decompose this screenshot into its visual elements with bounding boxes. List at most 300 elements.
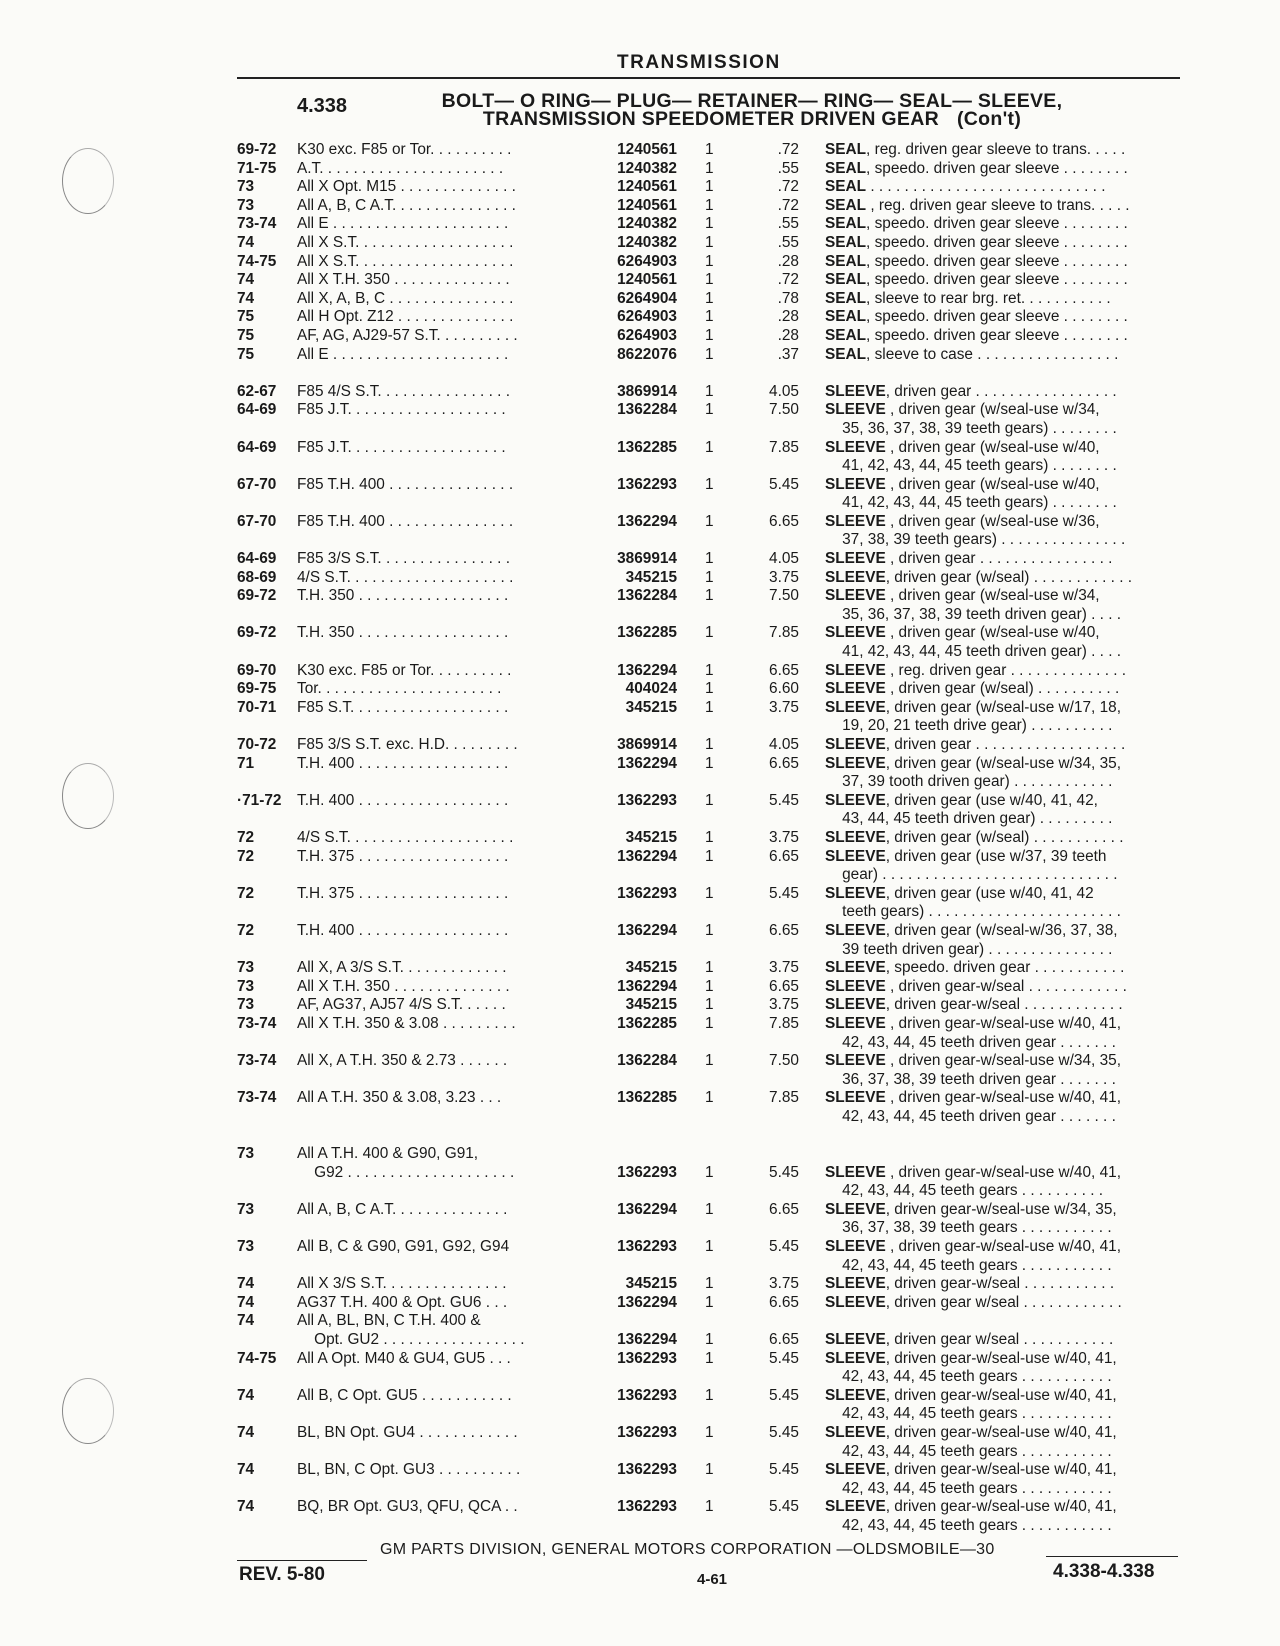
price-cell: [747, 643, 805, 662]
part-keyword: SLEEVE: [825, 1293, 886, 1311]
year-cell: [237, 1071, 297, 1090]
quantity-cell: [705, 1312, 747, 1331]
description-text: , driven gear-w/seal . . . . . . . . . . . .: [885, 996, 1123, 1014]
table-row: [237, 1368, 1187, 1387]
model-cell: F85 T.H. 400 . . . . . . . . . . . . . . .: [297, 475, 514, 493]
table-row: [237, 922, 1187, 941]
description-text: , driven gear (w/seal-w/36, 37, 38,: [885, 921, 1118, 939]
model-cell: All X T.H. 350 . . . . . . . . . . . . . .: [297, 977, 510, 995]
part-keyword: SLEEVE: [825, 568, 886, 586]
price-cell: [747, 941, 805, 960]
part-number-cell: 1362293: [617, 475, 677, 493]
part-number-cell: 1362285: [617, 624, 677, 642]
part-keyword: SEAL: [825, 141, 867, 158]
table-row: [237, 829, 1187, 848]
year-cell: 75: [237, 345, 255, 363]
quantity-cell: 1: [705, 1275, 714, 1293]
price-cell: [747, 1034, 805, 1053]
table-row: [237, 680, 1187, 699]
table-row: [237, 197, 1187, 216]
part-keyword: SLEEVE: [825, 1238, 886, 1256]
year-cell: [237, 1405, 297, 1424]
year-cell: 69-72: [237, 587, 277, 605]
year-cell: [237, 1108, 297, 1127]
year-cell: 70-71: [237, 698, 277, 716]
price-cell: 6.65: [769, 1331, 799, 1348]
description-cell: [805, 959, 1187, 978]
model-cell: All X 3/S S.T. . . . . . . . . . . . . . .: [297, 1275, 507, 1293]
table-row: [237, 1145, 1187, 1164]
table-row: [237, 401, 1187, 420]
description-text: 39 teeth driven gear) . . . . . . . . . . . . . . .: [825, 940, 1113, 958]
part-number-cell: [580, 903, 705, 922]
price-cell: [747, 1219, 805, 1238]
description-text: 36, 37, 38, 39 teeth driven gear . . . . . . .: [825, 1070, 1116, 1088]
description-cell: [805, 494, 1187, 513]
description-cell: [805, 1089, 1187, 1108]
price-cell: 3.75: [769, 828, 799, 846]
model-cell: All E . . . . . . . . . . . . . . . . . . . . .: [297, 215, 509, 233]
year-cell: [237, 1331, 297, 1350]
table-row: [237, 978, 1187, 997]
price-cell: .28: [777, 252, 799, 270]
part-keyword: SLEEVE: [825, 1386, 886, 1404]
description-cell: [805, 197, 1187, 216]
price-cell: 6.65: [769, 1293, 799, 1311]
price-cell: 5.45: [769, 791, 799, 809]
description-text: , reg. driven gear sleeve to trans. . . . .: [866, 196, 1130, 214]
description-cell: [805, 755, 1187, 774]
table-row: [237, 531, 1187, 550]
description-text: 42, 43, 44, 45 teeth gears . . . . . . . . . . .: [825, 1516, 1112, 1534]
part-keyword: SLEEVE: [825, 736, 886, 753]
table-row: [237, 1219, 1187, 1238]
section-title: [372, 92, 1132, 128]
model-cell: All H Opt. Z12 . . . . . . . . . . . . . .: [297, 308, 514, 326]
quantity-cell: [705, 1257, 747, 1276]
description-text: , driven gear-w/seal-use w/40, 41,: [885, 1349, 1117, 1367]
description-cell: [805, 1387, 1187, 1406]
part-number-cell: 1362293: [617, 1238, 677, 1256]
year-cell: [237, 1182, 297, 1201]
description-cell: [805, 717, 1187, 736]
description-cell: [805, 1368, 1187, 1387]
model-cell: [297, 1517, 580, 1536]
section-title-line2: [372, 110, 1132, 128]
price-cell: 7.85: [769, 1014, 799, 1032]
part-number-cell: 1362285: [617, 438, 677, 456]
model-cell: T.H. 350 . . . . . . . . . . . . . . . . . .: [297, 624, 509, 642]
part-number-cell: 1362294: [617, 1200, 677, 1218]
description-cell: [805, 531, 1187, 550]
year-cell: 73-74: [237, 1014, 277, 1032]
model-cell: A.T. . . . . . . . . . . . . . . . . . . . . .: [297, 159, 504, 177]
price-cell: .72: [777, 178, 799, 196]
model-cell: T.H. 400 . . . . . . . . . . . . . . . . . .: [297, 754, 509, 772]
description-cell: [805, 736, 1187, 755]
model-cell: [297, 531, 580, 550]
description-text: , driven gear-w/seal-use w/40, 41,: [885, 1461, 1117, 1479]
binder-hole-bottom: [62, 1378, 114, 1444]
table-row: [237, 1405, 1187, 1424]
description-text: , driven gear (w/seal-use w/40,: [885, 475, 1100, 493]
part-number-cell: [580, 941, 705, 960]
part-number-cell: 345215: [625, 568, 677, 586]
description-text: , reg. driven gear sleeve to trans. . . . .: [866, 141, 1126, 158]
part-number-cell: 1240382: [617, 215, 677, 233]
part-keyword: SLEEVE: [825, 828, 886, 846]
model-cell: All X, A T.H. 350 & 2.73 . . . . . .: [297, 1052, 508, 1070]
description-cell: [805, 141, 1187, 160]
table-row: [237, 1443, 1187, 1462]
price-cell: .55: [777, 215, 799, 233]
description-text: 35, 36, 37, 38, 39 teeth driven gear) . . . .: [825, 605, 1122, 623]
quantity-cell: 1: [705, 847, 714, 865]
price-cell: [747, 866, 805, 885]
description-cell: [805, 1219, 1187, 1238]
part-number-cell: [580, 810, 705, 829]
quantity-cell: 1: [705, 884, 714, 902]
price-cell: 6.65: [769, 1200, 799, 1218]
table-row: [237, 717, 1187, 736]
price-cell: 3.75: [769, 568, 799, 586]
description-cell: [805, 569, 1187, 588]
part-keyword: SLEEVE: [825, 401, 886, 419]
description-cell: [805, 996, 1187, 1015]
table-row: [237, 215, 1187, 234]
table-row: [237, 439, 1187, 458]
part-keyword: SLEEVE: [825, 698, 886, 716]
part-keyword: SEAL: [825, 289, 867, 307]
part-number-cell: 404024: [625, 680, 677, 698]
part-keyword: SLEEVE: [825, 1275, 886, 1293]
model-cell: [297, 457, 580, 476]
part-keyword: SEAL: [825, 345, 867, 363]
part-number-cell: 345215: [625, 959, 677, 977]
table-row: [237, 959, 1187, 978]
description-text: . . . . . . . . . . . . . . . . . . . . . . . . . . . .: [866, 178, 1106, 196]
part-number-cell: [580, 1182, 705, 1201]
description-text: , speedo. driven gear sleeve . . . . . . . .: [866, 326, 1128, 344]
part-number-cell: 1362293: [617, 1461, 677, 1479]
table-row: [237, 1108, 1187, 1127]
table-row: [237, 1312, 1187, 1331]
description-cell: [805, 699, 1187, 718]
description-cell: [805, 1182, 1187, 1201]
price-cell: [747, 903, 805, 922]
price-cell: [747, 420, 805, 439]
table-row: [237, 1424, 1187, 1443]
description-cell: [805, 1052, 1187, 1071]
description-text: 42, 43, 44, 45 teeth gears . . . . . . . . . . .: [825, 1479, 1112, 1497]
part-number-cell: [580, 1219, 705, 1238]
description-text: , speedo. driven gear sleeve . . . . . . . .: [866, 271, 1128, 289]
price-cell: 7.85: [769, 1089, 799, 1107]
quantity-cell: 1: [705, 1331, 714, 1348]
description-text: 19, 20, 21 teeth drive gear) . . . . . . . . . .: [825, 717, 1113, 735]
quantity-cell: 1: [705, 1163, 714, 1181]
price-cell: .72: [777, 196, 799, 214]
description-text: , driven gear (use w/40, 41, 42: [885, 884, 1094, 902]
year-cell: 74: [237, 1293, 255, 1311]
table-row: [237, 792, 1187, 811]
description-cell: [805, 680, 1187, 699]
price-cell: 5.45: [769, 475, 799, 493]
part-keyword: SLEEVE: [825, 884, 886, 902]
table-row: [237, 810, 1187, 829]
price-cell: 6.65: [769, 977, 799, 995]
page-header-title: TRANSMISSION: [617, 52, 781, 73]
part-number-cell: 6264903: [617, 252, 677, 270]
part-keyword: SLEEVE: [825, 921, 886, 939]
model-cell: T.H. 350 . . . . . . . . . . . . . . . . . .: [297, 587, 509, 605]
description-cell: [805, 643, 1187, 662]
part-number-cell: [580, 1257, 705, 1276]
price-cell: [747, 717, 805, 736]
year-cell: 75: [237, 326, 255, 344]
footer-rule-right: [1046, 1556, 1178, 1557]
description-cell: [805, 885, 1187, 904]
part-number-cell: 1362293: [617, 1163, 677, 1181]
table-row: [237, 141, 1187, 160]
model-cell: [297, 1257, 580, 1276]
description-cell: [805, 439, 1187, 458]
table-row: [237, 624, 1187, 643]
table-row: [237, 1164, 1187, 1183]
model-cell: G92 . . . . . . . . . . . . . . . . . . . .: [297, 1163, 515, 1181]
section-number: 4.338: [297, 95, 348, 117]
price-cell: [747, 1108, 805, 1127]
price-cell: 7.50: [769, 1052, 799, 1070]
description-text: , driven gear (w/seal-use w/34,: [885, 587, 1100, 605]
part-keyword: SEAL: [825, 159, 867, 177]
model-cell: All A T.H. 350 & 3.08, 3.23 . . .: [297, 1089, 502, 1107]
quantity-cell: 1: [705, 1386, 714, 1404]
description-text: , driven gear (w/seal-use w/40,: [885, 438, 1100, 456]
year-cell: 67-70: [237, 512, 277, 530]
description-text: , speedo. driven gear sleeve . . . . . . . .: [866, 233, 1128, 251]
quantity-cell: 1: [705, 791, 714, 809]
quantity-cell: [705, 1182, 747, 1201]
quantity-cell: 1: [705, 512, 714, 530]
year-cell: [237, 643, 297, 662]
model-cell: All A Opt. M40 & GU4, GU5 . . .: [297, 1349, 511, 1367]
part-number-cell: 1240561: [617, 271, 677, 289]
quantity-cell: 1: [705, 141, 714, 158]
quantity-cell: [705, 1071, 747, 1090]
description-cell: [805, 1331, 1187, 1350]
part-number-cell: 1362293: [617, 1423, 677, 1441]
description-text: , driven gear (w/seal-use w/34,: [885, 401, 1100, 419]
table-row: [237, 1294, 1187, 1313]
part-keyword: SLEEVE: [825, 680, 886, 698]
price-cell: 3.75: [769, 959, 799, 977]
year-cell: 73: [237, 977, 255, 995]
quantity-cell: 1: [705, 680, 714, 698]
part-number-cell: 1362284: [617, 1052, 677, 1070]
part-keyword: SLEEVE: [825, 1331, 886, 1348]
part-number-cell: 1362294: [617, 977, 677, 995]
price-cell: 5.45: [769, 884, 799, 902]
quantity-cell: [705, 941, 747, 960]
model-cell: F85 4/S S.T. . . . . . . . . . . . . . . .: [297, 382, 510, 400]
part-keyword: SLEEVE: [825, 959, 886, 977]
quantity-cell: 1: [705, 215, 714, 233]
part-number-cell: [580, 1405, 705, 1424]
description-cell: [805, 308, 1187, 327]
part-keyword: SLEEVE: [825, 382, 886, 400]
model-cell: [297, 643, 580, 662]
quantity-cell: 1: [705, 1461, 714, 1479]
table-row: [237, 271, 1187, 290]
table-row: [237, 1071, 1187, 1090]
revision-label: REV. 5-80: [239, 1564, 325, 1585]
table-row: [237, 996, 1187, 1015]
description-cell: [805, 941, 1187, 960]
description-cell: [805, 773, 1187, 792]
price-cell: .28: [777, 308, 799, 326]
year-cell: 70-72: [237, 736, 277, 753]
quantity-cell: 1: [705, 1200, 714, 1218]
description-text: 42, 43, 44, 45 teeth gears . . . . . . . . . .: [825, 1182, 1104, 1200]
description-cell: [805, 624, 1187, 643]
description-text: , driven gear-w/seal . . . . . . . . . . . .: [885, 977, 1127, 995]
part-keyword: SLEEVE: [825, 1163, 886, 1181]
model-cell: [297, 1443, 580, 1462]
model-cell: F85 S.T. . . . . . . . . . . . . . . . . . .: [297, 698, 509, 716]
table-row: [237, 1201, 1187, 1220]
part-number-cell: 1240561: [617, 178, 677, 196]
description-text: , driven gear w/seal . . . . . . . . . . .: [885, 1331, 1114, 1348]
part-number-cell: 1362284: [617, 587, 677, 605]
part-number-cell: 1362294: [617, 1331, 677, 1348]
part-number-cell: [580, 1443, 705, 1462]
part-number-cell: [580, 457, 705, 476]
price-cell: 5.45: [769, 1386, 799, 1404]
description-cell: [805, 1424, 1187, 1443]
quantity-cell: 1: [705, 308, 714, 326]
binder-hole-middle: [62, 763, 114, 829]
table-row: [237, 1275, 1187, 1294]
price-cell: 5.45: [769, 1423, 799, 1441]
price-cell: [747, 531, 805, 550]
quantity-cell: [705, 1034, 747, 1053]
year-cell: [237, 1257, 297, 1276]
quantity-cell: 1: [705, 1423, 714, 1441]
part-keyword: SLEEVE: [825, 1052, 886, 1070]
section-title-line1: BOLT— O RING— PLUG— RETAINER— RING— SEAL— SLEEVE,: [441, 90, 1063, 112]
description-cell: [805, 903, 1187, 922]
table-row: [237, 1089, 1187, 1108]
part-number-cell: 1362284: [617, 401, 677, 419]
description-cell: [805, 513, 1187, 532]
model-cell: All X, A 3/S S.T. . . . . . . . . . . . .: [297, 959, 507, 977]
price-cell: 4.05: [769, 736, 799, 753]
price-cell: [747, 457, 805, 476]
description-text: 42, 43, 44, 45 teeth gears . . . . . . . . . . .: [825, 1368, 1112, 1386]
quantity-cell: [705, 773, 747, 792]
table-row: [237, 1350, 1187, 1369]
year-cell: 72: [237, 921, 255, 939]
price-cell: [747, 1312, 805, 1331]
year-cell: 75: [237, 308, 255, 326]
year-cell: 64-69: [237, 550, 277, 568]
description-text: 41, 42, 43, 44, 45 teeth gears) . . . . . . . .: [825, 457, 1117, 475]
part-keyword: SLEEVE: [825, 1423, 886, 1441]
quantity-cell: [705, 866, 747, 885]
year-cell: 72: [237, 847, 255, 865]
part-keyword: SEAL: [825, 308, 867, 326]
part-number-cell: 345215: [625, 996, 677, 1014]
part-keyword: SLEEVE: [825, 1089, 886, 1107]
part-number-cell: 1362285: [617, 1014, 677, 1032]
model-cell: [297, 1368, 580, 1387]
model-cell: [297, 1034, 580, 1053]
price-cell: 7.85: [769, 438, 799, 456]
description-text: , speedo. driven gear sleeve . . . . . . . .: [866, 215, 1128, 233]
description-cell: [805, 271, 1187, 290]
description-cell: [805, 290, 1187, 309]
quantity-cell: 1: [705, 401, 714, 419]
description-text: , reg. driven gear . . . . . . . . . . . . . .: [885, 661, 1127, 679]
description-text: , driven gear (w/seal-use w/34, 35,: [885, 754, 1121, 772]
year-cell: [237, 1517, 297, 1536]
table-row: [237, 178, 1187, 197]
footer-publisher: GM PARTS DIVISION, GENERAL MOTORS CORPORATION —OLDSMOBILE—30: [380, 1541, 995, 1558]
model-cell: [297, 1405, 580, 1424]
quantity-cell: 1: [705, 736, 714, 753]
quantity-cell: [705, 1480, 747, 1499]
model-cell: AF, AG, AJ29-57 S.T. . . . . . . . . .: [297, 326, 518, 344]
price-cell: 4.05: [769, 382, 799, 400]
year-cell: 74: [237, 289, 255, 307]
model-cell: All A, B, C A.T. . . . . . . . . . . . . .: [297, 1200, 508, 1218]
quantity-cell: [705, 643, 747, 662]
description-cell: [805, 420, 1187, 439]
description-cell: [805, 829, 1187, 848]
part-number-cell: [580, 1034, 705, 1053]
description-text: 42, 43, 44, 45 teeth gears . . . . . . . . . . .: [825, 1405, 1112, 1423]
description-text: , driven gear w/seal . . . . . . . . . . . .: [885, 1293, 1122, 1311]
part-number-cell: [580, 717, 705, 736]
price-cell: 6.65: [769, 847, 799, 865]
description-cell: [805, 1257, 1187, 1276]
part-number-cell: 1362294: [617, 1293, 677, 1311]
description-text: 37, 38, 39 teeth gears) . . . . . . . . . . . . . . .: [825, 531, 1126, 549]
section-range: 4.338-4.338: [1053, 1561, 1155, 1582]
quantity-cell: 1: [705, 475, 714, 493]
table-row: [237, 494, 1187, 513]
model-cell: F85 3/S S.T. . . . . . . . . . . . . . . .: [297, 550, 510, 568]
description-cell: [805, 1108, 1187, 1127]
price-cell: [747, 1480, 805, 1499]
description-text: 42, 43, 44, 45 teeth gears . . . . . . . . . . .: [825, 1442, 1112, 1460]
year-cell: 73: [237, 996, 255, 1014]
description-cell: [805, 383, 1187, 402]
table-row: [237, 290, 1187, 309]
description-cell: [805, 1498, 1187, 1517]
description-text: 36, 37, 38, 39 teeth gears . . . . . . . . . . .: [825, 1219, 1112, 1237]
year-cell: [237, 457, 297, 476]
year-cell: [237, 494, 297, 513]
year-cell: 74: [237, 233, 255, 251]
model-cell: All B, C Opt. GU5 . . . . . . . . . . .: [297, 1386, 512, 1404]
model-cell: K30 exc. F85 or Tor. . . . . . . . . .: [297, 661, 512, 679]
model-cell: F85 T.H. 400 . . . . . . . . . . . . . . .: [297, 512, 514, 530]
part-number-cell: 1362293: [617, 1349, 677, 1367]
table-row: [237, 1461, 1187, 1480]
price-cell: [747, 1443, 805, 1462]
